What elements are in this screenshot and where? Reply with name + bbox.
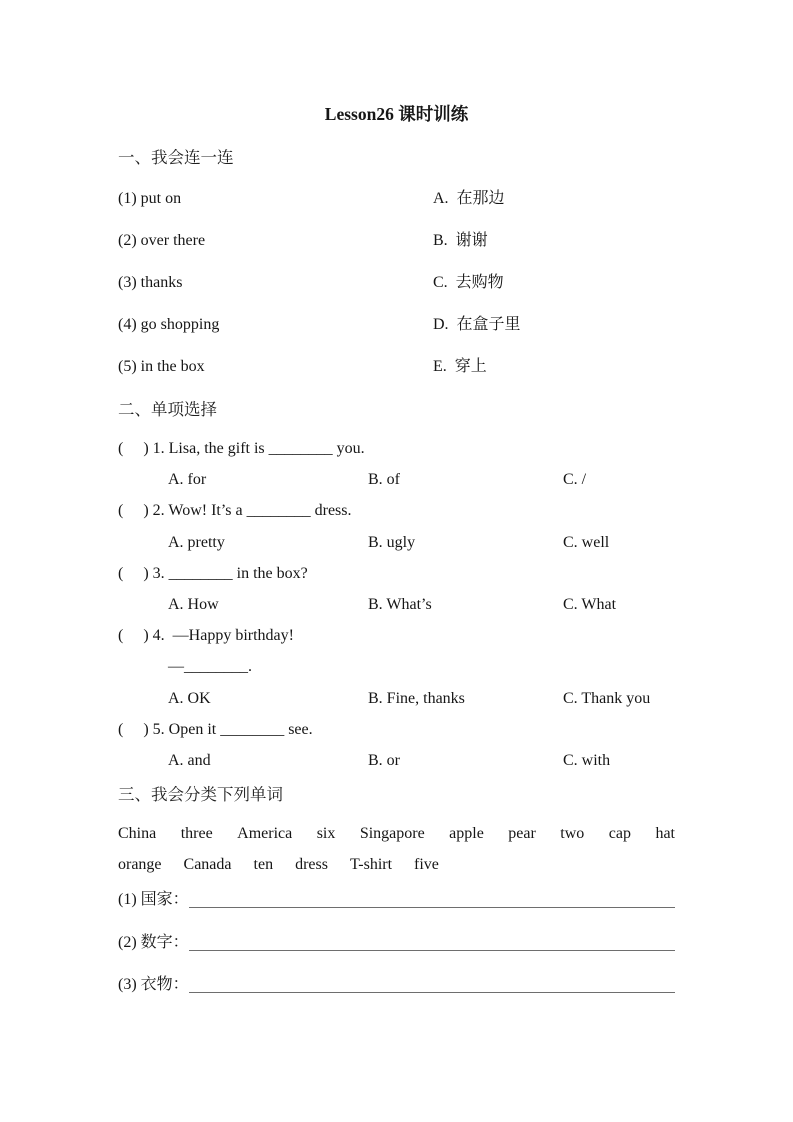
section-heading-choice: 二、单项选择 — [118, 401, 217, 419]
option-b: B. of — [368, 471, 400, 489]
option-a: A. pretty — [168, 533, 225, 551]
matching-list — [118, 190, 675, 376]
match-right-item: E. 穿上 — [433, 358, 487, 375]
word: China — [118, 825, 157, 843]
word: six — [316, 825, 336, 843]
word: cap — [608, 825, 631, 843]
option-c: C. What — [563, 596, 617, 614]
question-stem: ( ) 5. Open it ________ see. — [118, 720, 313, 738]
match-row — [118, 232, 675, 250]
category-row — [118, 891, 675, 909]
option-c: C. well — [563, 533, 610, 551]
word: T-shirt — [349, 856, 393, 874]
choice-question — [118, 714, 675, 776]
match-right-item: A. 在那边 — [433, 190, 505, 207]
question-options — [168, 683, 675, 714]
word: America — [237, 825, 293, 843]
choice-list — [118, 433, 675, 776]
category-list — [118, 891, 675, 994]
question-stem: ( ) 1. Lisa, the gift is ________ you. — [118, 440, 365, 457]
question-stem: ( ) 2. Wow! It’s a ________ dress. — [118, 502, 352, 520]
choice-question — [118, 558, 675, 620]
word: five — [414, 856, 439, 874]
word: orange — [118, 856, 162, 874]
answer-blank-line — [189, 976, 675, 993]
option-b: B. What’s — [368, 596, 432, 614]
match-row — [118, 274, 675, 292]
word: Canada — [183, 856, 232, 874]
match-left-item: (2) over there — [118, 232, 206, 249]
page-title: Lesson26 课时训练 — [324, 104, 469, 124]
option-a: A. OK — [168, 689, 211, 707]
question-stem: ( ) 3. ________ in the box? — [118, 564, 308, 582]
question-options — [168, 464, 675, 495]
choice-question — [118, 433, 675, 495]
word: two — [560, 825, 585, 843]
question-stem-reply: —________. — [168, 658, 252, 676]
match-right-item: D. 在盒子里 — [433, 316, 521, 333]
option-b: B. ugly — [368, 533, 416, 551]
match-row — [118, 316, 675, 334]
match-right-item: B. 谢谢 — [433, 232, 488, 249]
option-c: C. with — [563, 752, 611, 770]
word: hat — [655, 825, 675, 843]
word: apple — [449, 825, 484, 843]
match-row — [118, 358, 675, 376]
word: dress — [295, 856, 328, 874]
word: pear — [508, 825, 536, 843]
question-stem: ( ) 4. —Happy birthday! — [118, 627, 294, 645]
category-label: (2) 数字： — [118, 933, 189, 951]
section-heading-classify: 三、我会分类下列单词 — [118, 786, 283, 805]
option-a: A. and — [168, 752, 211, 770]
match-left-item: (3) thanks — [118, 274, 183, 291]
word: ten — [253, 856, 274, 874]
option-b: B. Fine, thanks — [368, 689, 465, 707]
category-row — [118, 976, 675, 994]
match-right-item: C. 去购物 — [433, 274, 504, 291]
word: Singapore — [359, 825, 425, 843]
question-options — [168, 589, 675, 620]
option-c: C. / — [563, 471, 587, 489]
category-label: (1) 国家： — [118, 891, 189, 909]
match-left-item: (1) put on — [118, 190, 182, 207]
question-options — [168, 745, 675, 776]
option-a: A. for — [168, 471, 207, 489]
option-a: A. How — [168, 596, 219, 614]
word: three — [180, 825, 213, 843]
choice-question — [118, 620, 675, 714]
match-left-item: (4) go shopping — [118, 316, 220, 333]
question-options — [168, 527, 675, 558]
word-bank-row — [118, 818, 675, 849]
choice-question — [118, 495, 675, 557]
category-row — [118, 934, 675, 952]
category-label: (3) 衣物： — [118, 976, 189, 994]
answer-blank-line — [189, 891, 675, 908]
word-bank-row — [118, 849, 675, 880]
section-heading-matching: 一、我会连一连 — [118, 149, 234, 167]
match-row — [118, 190, 675, 208]
match-left-item: (5) in the box — [118, 358, 205, 375]
option-c: C. Thank you — [563, 689, 651, 707]
answer-blank-line — [189, 934, 675, 951]
option-b: B. or — [368, 752, 400, 770]
